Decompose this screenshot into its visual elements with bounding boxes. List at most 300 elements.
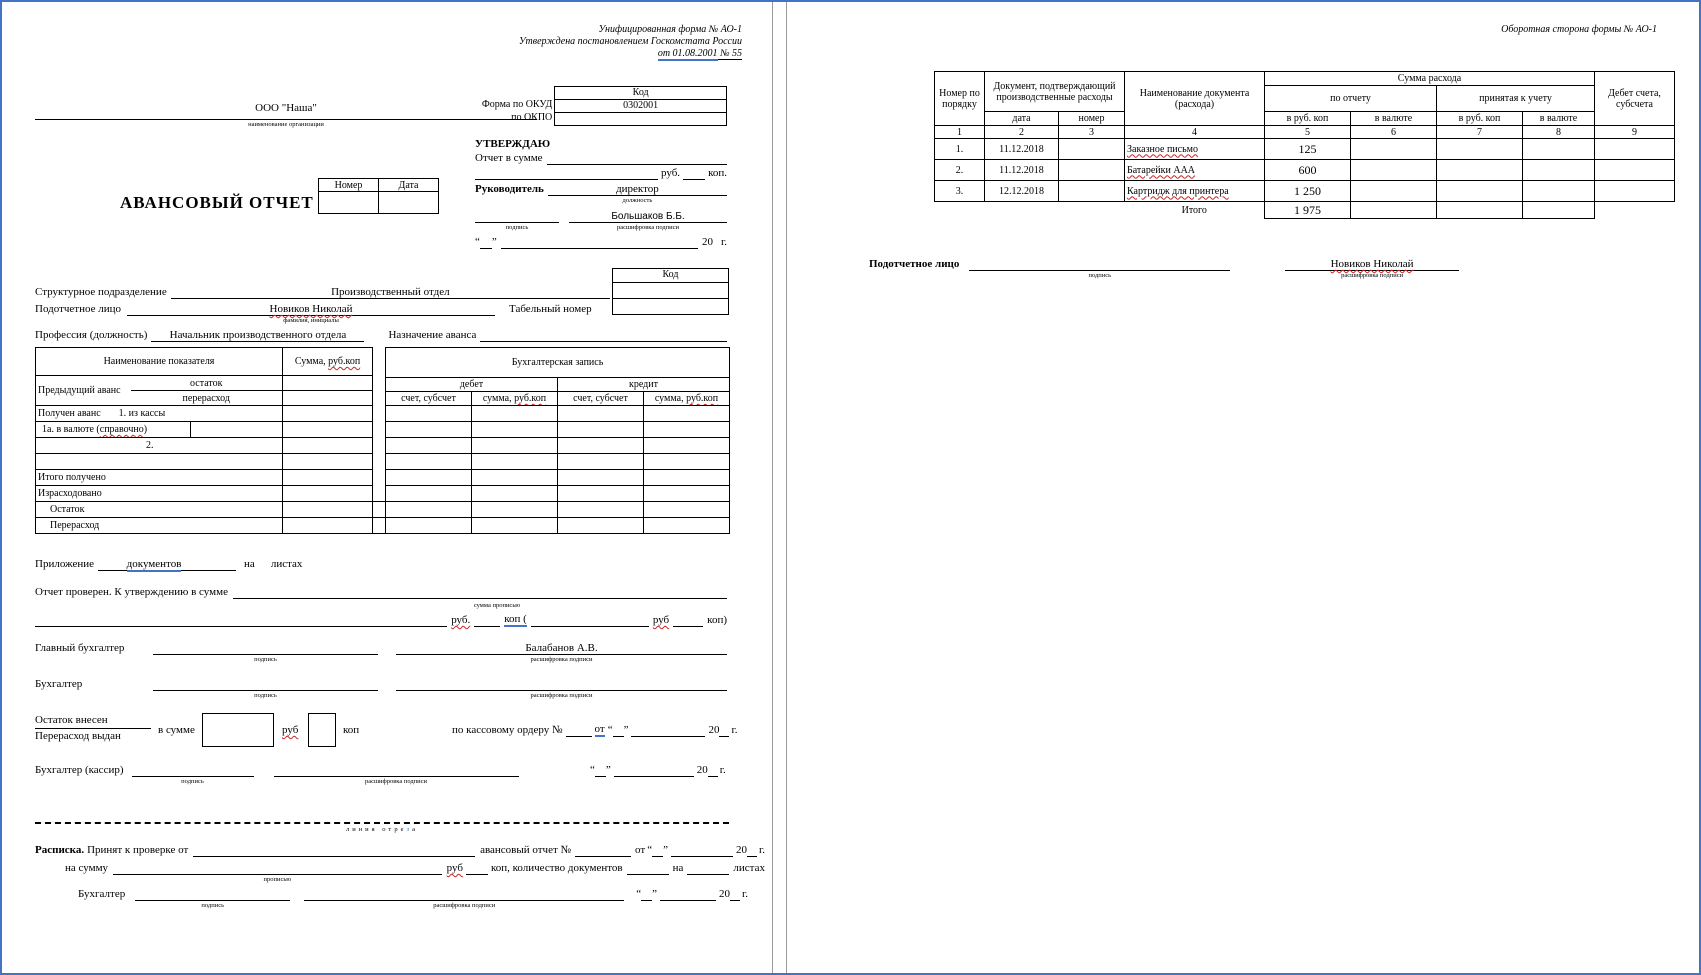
empty-cell xyxy=(558,502,644,518)
blank-line xyxy=(474,614,500,627)
blank-line xyxy=(660,888,716,901)
okpo-label: по ОКПО xyxy=(511,112,553,123)
year-g: г. xyxy=(731,724,738,736)
spent-label: Израсходовано xyxy=(36,486,283,502)
col-header-rub: в руб. коп xyxy=(1265,112,1351,126)
empty-cell xyxy=(386,470,472,486)
signature-line xyxy=(969,258,1230,271)
cut-line-label xyxy=(35,826,729,833)
signature-caption: подпись xyxy=(201,902,225,909)
decode-caption: расшифровка подписи xyxy=(530,692,593,699)
col-num: 2 xyxy=(985,126,1059,139)
empty-cell xyxy=(644,438,730,454)
empty-cell xyxy=(472,470,558,486)
kop-paren-label: коп ( xyxy=(504,613,527,625)
approval-date: от 01.08.2001 xyxy=(657,48,718,59)
blank-line xyxy=(98,558,112,571)
total-row xyxy=(935,202,1675,219)
col-header-currency: в валюте xyxy=(1351,112,1437,126)
signature-caption: подпись xyxy=(1088,272,1112,279)
cut-label-part: а xyxy=(412,826,419,833)
chief-accountant-row xyxy=(35,642,727,664)
empty-cell xyxy=(558,486,644,502)
cashier-row xyxy=(35,764,555,786)
empty-cell xyxy=(644,406,730,422)
on-word: на xyxy=(244,558,255,570)
from-label: от xyxy=(594,723,605,735)
empty-cell xyxy=(283,486,373,502)
year-20: 20 xyxy=(696,764,708,776)
col-header-document: Документ, подтверждающий производственные расходы xyxy=(985,72,1125,112)
approval-number: № 55 xyxy=(717,48,742,59)
row-number: 3. xyxy=(935,181,985,202)
attachment-label: Приложение xyxy=(35,558,95,570)
number-date-table xyxy=(318,178,439,214)
sum-row xyxy=(35,614,727,627)
blank-line xyxy=(627,862,669,875)
blank-line xyxy=(531,614,649,627)
col-num: 3 xyxy=(1059,126,1125,139)
row-name: Батарейки ААА xyxy=(1125,160,1265,181)
person-value: Новиков Николай xyxy=(269,303,353,315)
rub-label: руб xyxy=(446,862,463,874)
empty-cell xyxy=(644,422,730,438)
year-20: 20 xyxy=(708,724,720,736)
row-sum: 125 xyxy=(1265,139,1351,160)
receipt-title: Расписка. xyxy=(35,844,85,856)
empty-cell xyxy=(558,422,644,438)
position-caption: должность xyxy=(622,197,653,204)
empty-cell xyxy=(1595,160,1675,181)
blank-line xyxy=(673,614,703,627)
empty-cell xyxy=(1059,160,1125,181)
form-note xyxy=(302,24,742,61)
quote-open: “ xyxy=(590,764,595,776)
row-sum: 600 xyxy=(1265,160,1351,181)
row-number: 2. xyxy=(935,160,985,181)
blank-line xyxy=(113,862,442,875)
receipt-accountant-label: Бухгалтер xyxy=(78,888,126,900)
empty-cell xyxy=(1437,202,1523,219)
cut-label-part: линия отре xyxy=(345,826,407,833)
page-1-advance-report-front xyxy=(2,2,773,973)
kop-close-label: коп) xyxy=(707,614,727,626)
signature-caption: подпись xyxy=(181,778,204,785)
checked-row xyxy=(35,586,727,599)
year-20: 20 xyxy=(701,236,713,248)
chief-accountant-label: Главный бухгалтер xyxy=(35,642,125,654)
form-note-line1: Унифицированная форма № АО-1 xyxy=(598,24,742,35)
balance-fraction xyxy=(35,714,151,743)
from-label: от xyxy=(635,844,646,856)
empty-cell xyxy=(935,202,1125,219)
signature-line xyxy=(132,764,254,777)
empty-cell xyxy=(472,422,558,438)
checked-label: Отчет проверен. К утверждению в сумме xyxy=(35,586,228,598)
decode-caption: расшифровка подписи xyxy=(530,656,593,663)
purpose-label: Назначение аванса xyxy=(388,329,477,341)
organization-block xyxy=(35,98,537,129)
blank-line xyxy=(501,236,698,249)
blank-line xyxy=(35,614,447,627)
empty-cell xyxy=(283,376,373,391)
decode-caption: расшифровка подписи xyxy=(433,902,496,909)
year-g: г. xyxy=(758,844,765,856)
empty-cell xyxy=(1437,160,1523,181)
signature-line xyxy=(475,210,559,223)
decode-caption: расшифровка подписи xyxy=(616,224,680,231)
decode-caption: расшифровка подписи xyxy=(364,778,428,785)
empty-cell xyxy=(558,454,644,470)
empty-cell xyxy=(1351,181,1437,202)
column-numbering-row xyxy=(935,126,1675,139)
profession-row xyxy=(35,329,727,342)
advance-report-no-label: авансовый отчет № xyxy=(480,844,572,856)
expense-table xyxy=(934,71,1675,219)
dept-code-empty xyxy=(613,283,728,299)
organization-name: ООО "Наша" xyxy=(35,98,537,120)
sheets-word: листах xyxy=(733,862,765,874)
blank-line xyxy=(614,764,694,777)
empty-cell xyxy=(283,438,373,454)
blank-line xyxy=(233,586,727,599)
signature-line xyxy=(396,678,727,691)
row-date: 11.12.2018 xyxy=(985,160,1059,181)
empty-cell xyxy=(283,391,373,406)
blank-line xyxy=(196,558,236,571)
empty-cell xyxy=(1523,202,1595,219)
empty-cell xyxy=(644,486,730,502)
empty-cell xyxy=(558,438,644,454)
col-num: 7 xyxy=(1437,126,1523,139)
blank-line xyxy=(566,724,592,737)
blank-line xyxy=(641,888,652,901)
form-note-line3 xyxy=(302,48,742,61)
blank-line xyxy=(547,152,727,165)
expense-row xyxy=(935,160,1675,181)
docs-word-line xyxy=(112,558,196,571)
empty-cell xyxy=(558,406,644,422)
department-label: Структурное подразделение xyxy=(35,286,167,298)
table-bridge-line xyxy=(372,533,385,534)
table-bridge-line xyxy=(372,501,385,502)
col-header-expense-sum: Сумма расхода xyxy=(1265,72,1595,86)
receipt-row-2 xyxy=(65,862,765,884)
chief-accountant-name: Балабанов А.В. xyxy=(396,642,727,655)
empty-cell xyxy=(1059,139,1125,160)
attachment-row xyxy=(35,558,635,571)
empty-cell xyxy=(386,438,472,454)
signature-line xyxy=(304,888,624,901)
empty-cell xyxy=(472,502,558,518)
table-bridge-line xyxy=(372,517,385,518)
blank-line xyxy=(671,844,733,857)
empty-cell xyxy=(472,454,558,470)
empty-cell xyxy=(644,470,730,486)
blank-line xyxy=(595,764,606,777)
tab-number-label: Табельный номер xyxy=(509,303,592,315)
total-value: 1 975 xyxy=(1265,202,1351,219)
col-num: 9 xyxy=(1595,126,1675,139)
receipt-sum-label: на сумму xyxy=(65,862,109,874)
rub-label: руб. xyxy=(661,167,681,179)
quote-close: ” xyxy=(663,844,668,856)
empty-cell xyxy=(644,454,730,470)
empty-cell xyxy=(644,518,730,534)
empty-cell xyxy=(1523,160,1595,181)
date-header: Дата xyxy=(379,179,439,192)
col-header-doc-number: номер xyxy=(1059,112,1125,126)
col-num: 1 xyxy=(935,126,985,139)
date-cell-empty xyxy=(379,192,439,214)
empty-cell xyxy=(1523,139,1595,160)
blank-line xyxy=(719,724,729,737)
prev-advance-label: Предыдущий аванс xyxy=(36,376,131,406)
balance-deposited-label: Остаток внесен xyxy=(35,714,151,729)
empty-cell xyxy=(644,502,730,518)
sum-words-caption: сумма прописью xyxy=(473,602,521,609)
overrun-paid-label: Перерасход выдан xyxy=(35,730,121,742)
blank-line xyxy=(683,167,705,180)
signature-line xyxy=(153,642,378,655)
cut-label-blue-letter: з xyxy=(406,826,413,833)
blank-line xyxy=(193,844,475,857)
sub-cell-divider xyxy=(190,422,282,438)
quote-close: ” xyxy=(491,236,497,248)
sheets-word: листах xyxy=(270,558,303,570)
currency-advance-row: 1а. в валюте (справочно) xyxy=(36,422,283,438)
year-20: 20 xyxy=(735,844,747,856)
total-label: Итого xyxy=(1181,204,1207,216)
cashier-label: Бухгалтер (кассир) xyxy=(35,764,124,776)
row-sum: 1 250 xyxy=(1265,181,1351,202)
col-num: 6 xyxy=(1351,126,1437,139)
okud-value: 0302001 xyxy=(555,100,726,113)
col-header-rub: в руб. коп xyxy=(1437,112,1523,126)
approve-block xyxy=(475,138,727,249)
empty-cell xyxy=(386,454,472,470)
okpo-value-empty xyxy=(555,113,726,125)
empty-cell xyxy=(472,438,558,454)
accountable-person-label: Подотчетное лицо xyxy=(869,258,960,270)
entry-table-title: Бухгалтерская запись xyxy=(386,348,730,378)
signature-line xyxy=(153,678,378,691)
empty-cell xyxy=(472,486,558,502)
empty-cell xyxy=(1595,181,1675,202)
col-header-debit: Дебет счета, субсчета xyxy=(1595,72,1675,126)
receipt-accepted-label: Принят к проверке от xyxy=(87,844,189,856)
kop-label: коп. xyxy=(708,167,727,179)
col-header-date: дата xyxy=(985,112,1059,126)
on-word: на xyxy=(672,862,684,874)
col-header-currency: в валюте xyxy=(1523,112,1595,126)
empty-cell xyxy=(283,518,373,534)
quote-open: “ xyxy=(475,236,480,248)
signature-caption: подпись xyxy=(505,224,529,231)
empty-cell xyxy=(1351,139,1437,160)
col-header-name: Наименование документа (расхода) xyxy=(1125,72,1265,126)
metrics-header-sum: Сумма, руб.коп xyxy=(283,348,373,376)
signature-caption: подпись xyxy=(254,692,277,699)
col-header-number: Номер по порядку xyxy=(935,72,985,126)
code-box-title: Код xyxy=(555,87,726,100)
document-title: АВАНСОВЫЙ ОТЧЕТ xyxy=(120,193,314,212)
head-label: Руководитель xyxy=(475,183,544,195)
received-advance-row: Получен аванс 1. из кассы xyxy=(36,406,283,422)
empty-cell xyxy=(283,470,373,486)
quote-open: “ xyxy=(647,844,653,856)
balance-label: остаток xyxy=(131,376,283,391)
col-num: 4 xyxy=(1125,126,1265,139)
credit-header: кредит xyxy=(558,378,730,392)
empty-cell xyxy=(386,502,472,518)
accountable-person-row xyxy=(869,258,1459,280)
in-sum-label: в сумме xyxy=(158,724,195,736)
quote-close: ” xyxy=(623,724,629,736)
total-received-label: Итого получено xyxy=(36,470,283,486)
empty-cell xyxy=(283,502,373,518)
cash-order-row xyxy=(452,724,760,737)
page-2-advance-report-back xyxy=(786,2,1701,973)
accountant-row xyxy=(35,678,727,700)
row-number: 1. xyxy=(935,139,985,160)
number-header: Номер xyxy=(319,179,379,192)
debit-header: дебет xyxy=(386,378,558,392)
accounting-entry-table xyxy=(385,347,730,534)
back-side-note: Оборотная сторона формы № АО-1 xyxy=(1501,24,1657,35)
empty-cell xyxy=(1059,181,1125,202)
department-row xyxy=(35,286,610,299)
docs-word: документов xyxy=(126,558,182,570)
person-label: Подотчетное лицо xyxy=(35,303,122,315)
blank-line xyxy=(747,844,757,857)
empty-cell xyxy=(1437,139,1523,160)
col-num: 5 xyxy=(1265,126,1351,139)
department-value: Производственный отдел xyxy=(171,286,610,299)
metrics-table xyxy=(35,347,373,534)
profession-label: Профессия (должность) xyxy=(35,329,148,341)
empty-cell xyxy=(1595,139,1675,160)
account-header: счет, субсчет xyxy=(558,392,644,406)
cut-line xyxy=(35,822,729,824)
col-num: 8 xyxy=(1523,126,1595,139)
empty-row xyxy=(36,454,283,470)
blank-line xyxy=(730,888,740,901)
profession-value: Начальник производственного отдела xyxy=(151,329,364,342)
blank-line xyxy=(631,724,705,737)
sum-header: сумма, руб.коп xyxy=(472,392,558,406)
year-g: г. xyxy=(720,236,727,248)
quote-open: “ xyxy=(636,888,642,900)
blank-line xyxy=(708,764,718,777)
empty-cell xyxy=(283,454,373,470)
person-value-line xyxy=(127,303,495,316)
expense-row xyxy=(935,139,1675,160)
code-box xyxy=(554,86,727,126)
kop-label: коп xyxy=(343,724,360,736)
blank-line xyxy=(613,724,624,737)
number-cell-empty xyxy=(319,192,379,214)
signature-line xyxy=(135,888,290,901)
sum-header: сумма, руб.коп xyxy=(644,392,730,406)
row-name: Картридж для принтера xyxy=(1125,181,1265,202)
form-note-line2: Утверждена постановлением Госкомстата России xyxy=(518,36,742,47)
blank-line xyxy=(480,236,492,249)
kop-amount-box xyxy=(308,713,336,747)
quote-close: ” xyxy=(605,764,611,776)
year-g: г. xyxy=(719,764,726,776)
rub-amount-box xyxy=(202,713,274,747)
decode-caption: расшифровка подписи xyxy=(1341,272,1404,279)
head-name-value: Большаков Б.Б. xyxy=(569,210,727,223)
cash-order-label: по кассовому ордеру № xyxy=(452,724,563,736)
accountable-person-name-line xyxy=(1285,258,1459,271)
year-g: г. xyxy=(742,888,749,900)
receipt-row-1 xyxy=(35,844,765,857)
empty-cell xyxy=(386,486,472,502)
empty-cell xyxy=(1351,202,1437,219)
accountant-label: Бухгалтер xyxy=(35,678,83,690)
empty-cell xyxy=(558,518,644,534)
report-in-sum-label: Отчет в сумме xyxy=(475,152,543,164)
kop-docs-label: коп, количество документов xyxy=(490,862,623,874)
empty-cell xyxy=(558,470,644,486)
empty-cell xyxy=(1595,202,1675,219)
blank-line xyxy=(687,862,729,875)
row-date: 12.12.2018 xyxy=(985,181,1059,202)
empty-cell xyxy=(386,518,472,534)
approve-title: УТВЕРЖДАЮ xyxy=(475,138,551,150)
empty-cell xyxy=(283,422,373,438)
okud-label: Форма по ОКУД xyxy=(481,99,553,110)
year-20: 20 xyxy=(719,888,730,900)
rest-label: Остаток xyxy=(36,502,283,518)
receipt-row-3 xyxy=(78,888,765,910)
blank-line xyxy=(652,844,663,857)
overrun-label: перерасход xyxy=(131,391,283,406)
quote-open: “ xyxy=(607,724,613,736)
empty-cell xyxy=(472,518,558,534)
empty-cell xyxy=(472,406,558,422)
empty-cell xyxy=(283,406,373,422)
item-2-row: 2. xyxy=(36,438,283,454)
blank-line xyxy=(575,844,631,857)
overrun2-label: Перерасход xyxy=(36,518,283,534)
row-date: 11.12.2018 xyxy=(985,139,1059,160)
rub-label: руб. xyxy=(451,614,471,626)
blank-line xyxy=(466,862,488,875)
quote-close: ” xyxy=(652,888,657,900)
head-position-value: директор xyxy=(548,183,727,196)
organization-caption: наименование организации xyxy=(248,121,324,128)
person-caption: фамилия, инициалы xyxy=(283,317,339,324)
rub-label: руб xyxy=(652,614,670,626)
rub-label: руб xyxy=(282,724,299,736)
blank-line xyxy=(475,167,658,180)
signature-caption: подпись xyxy=(254,656,277,663)
empty-cell xyxy=(386,422,472,438)
col-header-by-report: по отчету xyxy=(1265,86,1437,112)
metrics-header-name: Наименование показателя xyxy=(36,348,283,376)
accountable-person-name: Новиков Николай xyxy=(1330,258,1414,270)
empty-cell xyxy=(386,406,472,422)
blank-line xyxy=(480,329,727,342)
empty-cell xyxy=(1437,181,1523,202)
code-box2-title: Код xyxy=(613,269,728,283)
empty-cell xyxy=(1351,160,1437,181)
signature-line xyxy=(274,764,519,777)
expense-row xyxy=(935,181,1675,202)
